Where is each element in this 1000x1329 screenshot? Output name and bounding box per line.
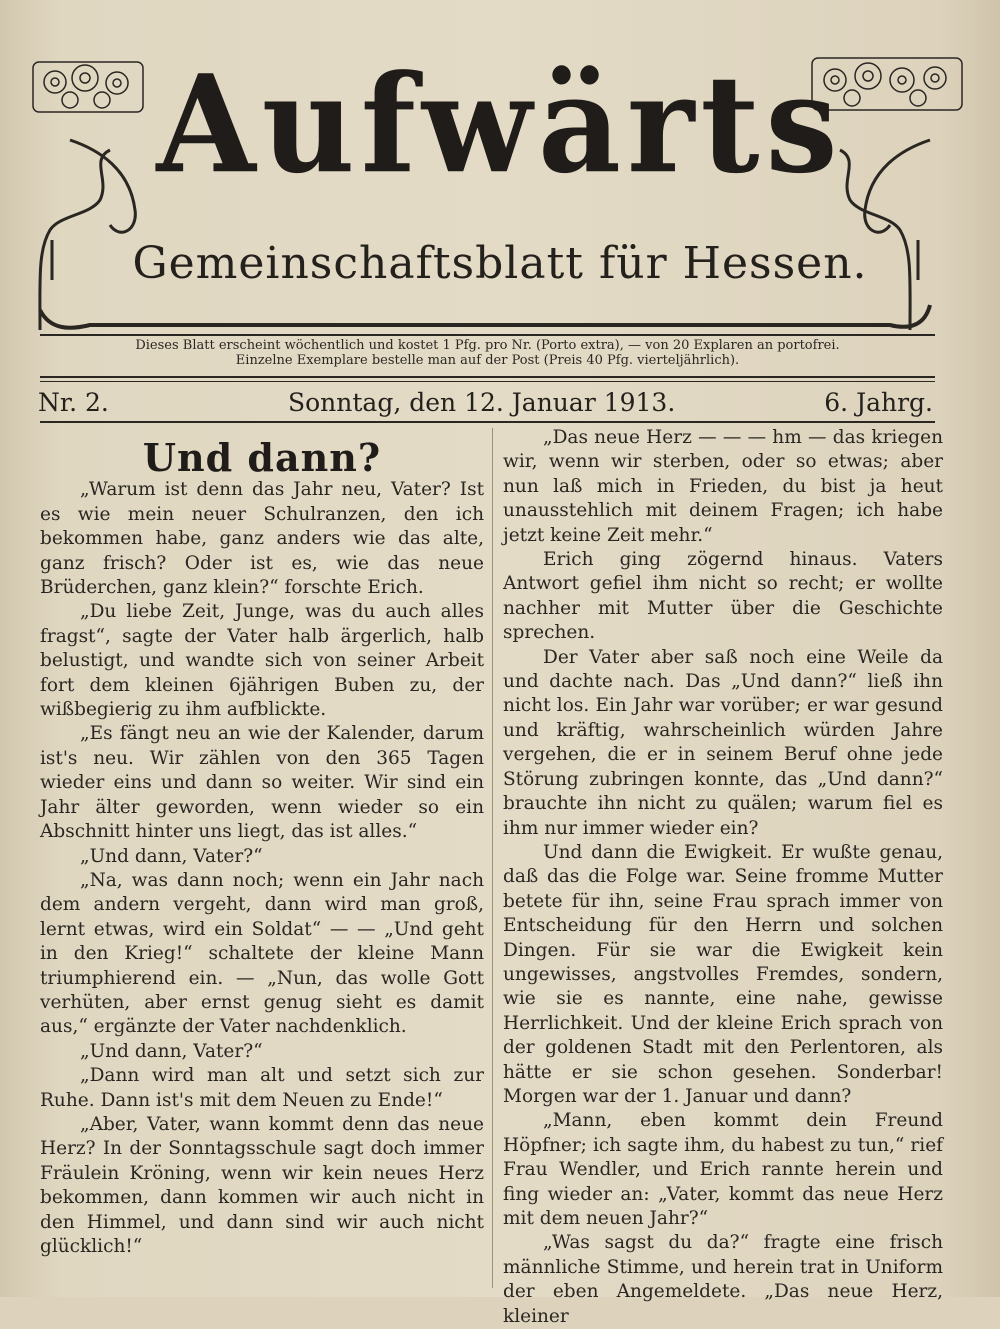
column-left xyxy=(40,426,484,1259)
paragraph: Und dann die Ewigkeit. Er wußte genau, daß das die Folge war. Seine fromme Mutter betete für ihn, seine Frau sprach immer von Entscheidung für den Herrn und solchen Dingen. Für sie war die Ewigkeit kein ungewisses, angstvolles Fremdes, sondern, wie sie es nannte, eine nahe, gewisse Herrlichkeit. Und der kleine Erich sprach von der goldenen Stadt mit den Perlentoren, als hätte er sie schon gesehen. Sonderbar! Morgen war der 1. Januar und dann? xyxy=(503,841,943,1107)
notice-line-1: Dieses Blatt erscheint wöchentlich und kostet 1 Pfg. pro Nr. (Porto extra), — von 20 Explaren an portofrei. xyxy=(135,338,840,353)
issue-date: Sonntag, den 12. Januar 1913. xyxy=(288,388,676,417)
subscription-notice xyxy=(40,338,935,368)
paragraph: „Dann wird man alt und setzt sich zur Ruhe. Dann ist's mit dem Neuen zu Ende!“ xyxy=(40,1065,484,1111)
paragraph: „Das neue Herz — — — hm — das kriegen wir, wenn wir sterben, oder so etwas; aber nun laß mich in Frieden, du bist ja heut unausstehlich mit deinem Fragen; ich habe jetzt keine Zeit mehr.“ xyxy=(503,427,943,546)
masthead-subtitle: Gemeinschaftsblatt für Hessen. xyxy=(132,238,868,289)
paragraph: „Und dann, Vater?“ xyxy=(80,845,263,867)
masthead-title: Aufwärts xyxy=(156,46,844,204)
issue-bar xyxy=(38,386,933,420)
paragraph: „Na, was dann noch; wenn ein Jahr nach dem andern vergeht, dann wird man groß, lernt etwas, wird ein Soldat“ — — „Und geht in den Krieg!“ schaltete der kleine Mann triumphierend ein. — „Nun, das wolle Gott verhüten, aber ernst genug sieht es damit aus,“ ergänzte der Vater nachdenklich. xyxy=(40,869,484,1038)
divider-notice-bottom xyxy=(40,376,935,378)
divider-issue-bottom xyxy=(40,421,935,423)
paragraph: „Und dann, Vater?“ xyxy=(80,1040,263,1062)
divider-top xyxy=(40,334,935,336)
column-divider xyxy=(492,428,493,1288)
notice-line-2: Einzelne Exemplare bestelle man auf der Post (Preis 40 Pfg. vierteljährlich). xyxy=(235,353,740,368)
issue-number: Nr. 2. xyxy=(38,388,109,417)
paragraph: „Was sagst du da?“ fragte eine frisch männliche Stimme, und herein trat in Uniform der eben Angemeldete. „Das neue Herz, kleiner xyxy=(503,1232,943,1327)
paragraph: „Es fängt neu an wie der Kalender, darum ist's neu. Wir zählen von den 365 Tagen wieder eins und dann so weiter. Wir sind ein Jahr älter geworden, wenn wieder so ein Abschnitt hinter uns liegt, das ist alles.“ xyxy=(40,723,484,843)
divider-notice-bottom-thin xyxy=(40,381,935,382)
issue-year: 6. Jahrg. xyxy=(824,388,933,417)
paragraph: „Du liebe Zeit, Junge, was du auch alles fragst“, sagte der Vater halb ärgerlich, halb belustigt, und wandte sich von seiner Arbeit fort dem kleinen 6jährigen Buben zu, der wißbegierig zu ihm aufblickte. xyxy=(40,601,484,721)
paragraph: „Mann, eben kommt dein Freund Höpfner; ich sagte ihm, du habest zu tun,“ rief Frau Wendler, und Erich rannte herein und fing wieder an: „Vater, kommt das neue Herz mit dem neuen Jahr?“ xyxy=(503,1110,943,1229)
column-right xyxy=(503,426,943,1329)
paragraph: „Warum ist denn das Jahr neu, Vater? Ist es wie mein neuer Schulranzen, den ich bekommen habe, ganz anders wie das alte, ganz frisch? Oder ist es, wie das neue Brüderchen, ganz klein?“ forschte Erich. xyxy=(40,479,484,599)
paragraph: Erich ging zögernd hinaus. Vaters Antwort gefiel ihm nicht so recht; er wollte nachher mit Mutter über die Geschichte sprechen. xyxy=(503,549,943,644)
paragraph: Der Vater aber saß noch eine Weile da und dachte nach. Das „Und dann?“ ließ ihn nicht los. Ein Jahr war vorüber; er war gesund und kräftig, wahrscheinlich würden Jahre vergehen, die er in seinem Beruf ohne jede Störung zubringen konnte, das „Und dann?“ brauchte ihn nicht zu quälen; warum fiel es ihm nur immer wieder ein? xyxy=(503,646,943,839)
paragraph: „Aber, Vater, wann kommt denn das neue Herz? In der Sonntagsschule sagt doch immer Fräulein Kröning, wenn wir kein neues Herz bekommen, dann kommen wir auch nicht in den Himmel, und dann sind wir auch nicht glücklich!“ xyxy=(40,1113,484,1257)
article-heading: Und dann? xyxy=(142,435,382,480)
masthead xyxy=(30,40,970,340)
